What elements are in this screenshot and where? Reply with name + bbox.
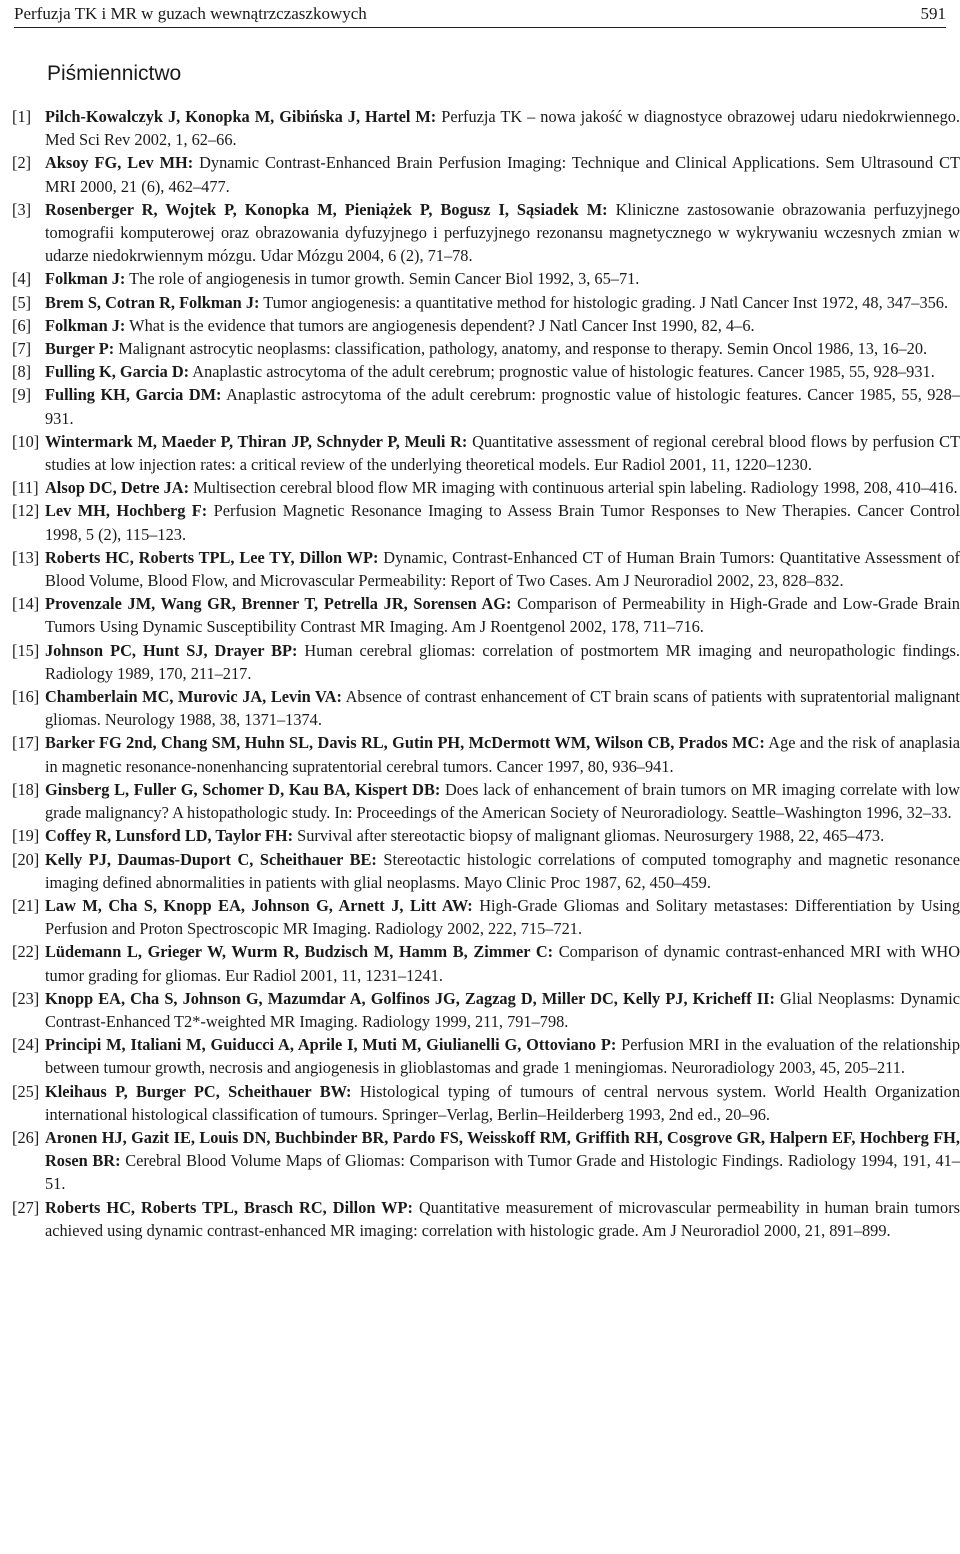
reference-item (12, 987, 960, 1033)
reference-authors: Wintermark M, Maeder P, Thiran JP, Schnyder P, Meuli R: (45, 431, 468, 451)
reference-authors: Pilch-Kowalczyk J, Konopka M, Gibińska J, Hartel M: (45, 107, 437, 126)
reference-text: Anaplastic astrocytoma of the adult cerebrum; prognostic value of histologic features. Cancer 1985, 55, 928–931. (189, 362, 935, 382)
reference-item (12, 105, 960, 151)
reference-item (12, 314, 960, 337)
reference-authors: Roberts HC, Roberts TPL, Lee TY, Dillon WP: (45, 547, 379, 567)
reference-number: [25] (12, 1081, 40, 1101)
reference-text: Malignant astrocytic neoplasms: classification, pathology, anatomy, and response to therapy. Semin Oncol 1986, 13, 16–20. (114, 339, 928, 359)
reference-text: Quantitative assessment of regional cerebral blood flows by perfusion CT studies at low injection rates: a critical review of the underlying theoretical models. Eur Radiol 2001, 11, 1220–1230. (45, 431, 960, 475)
reference-number: [14] (12, 594, 40, 614)
reference-authors: Ginsberg L, Fuller G, Schomer D, Kau BA, Kispert DB: (45, 779, 441, 799)
running-header (14, 0, 946, 28)
reference-item (12, 940, 960, 986)
reference-text: Comparison of Permeability in High-Grade and Low-Grade Brain Tumors Using Dynamic Susceptibility Contrast MR Imaging. Am J Roentgenol 2002, 178, 711–716. (45, 594, 960, 637)
reference-text: Absence of contrast enhancement of CT brain scans of patients with supratentorial malignant gliomas. Neurology 1988, 38, 1371–1374. (45, 687, 960, 730)
reference-number: [17] (12, 733, 40, 753)
reference-item (12, 1033, 960, 1079)
reference-text: Dynamic, Contrast-Enhanced CT of Human Brain Tumors: Quantitative Assessment of Blood Volume, Blood Flow, and Microvascular Permeability: Report of Two Cases. Am J Neuroradiol 2002, 23, 828–832. (45, 547, 960, 591)
reference-authors: Principi M, Italiani M, Guiducci A, Aprile I, Muti M, Giulianelli G, Ottoviano P: (45, 1035, 617, 1055)
reference-authors: Provenzale JM, Wang GR, Brenner T, Petrella JR, Sorensen AG: (45, 594, 512, 614)
reference-item (12, 198, 960, 268)
reference-item (12, 360, 960, 383)
reference-authors: Rosenberger R, Wojtek P, Konopka M, Pieniążek P, Bogusz I, Sąsiadek M: (45, 199, 608, 219)
reference-authors: Folkman J: (45, 315, 126, 335)
reference-item (12, 337, 960, 360)
reference-item (12, 267, 960, 290)
reference-text: Perfuzja TK – nowa jakość w diagnostyce obrazowej udaru niedokrwiennego. Med Sci Rev 2002, 1, 62–66. (45, 107, 960, 150)
reference-text: Anaplastic astrocytoma of the adult cerebrum: prognostic value of histologic features. Cancer 1985, 55, 928–931. (45, 385, 960, 428)
reference-item (12, 778, 960, 824)
reference-text: Kliniczne zastosowanie obrazowania perfuzyjnego tomografii komputerowej oraz obrazowania dyfuzyjnego i perfuzyjnego rezonansu magnetycznego w wykrywaniu wczesnych zmian w udarze niedokrwiennym mózgu. Udar Mózgu 2004, 6 (2), 71–78. (45, 199, 960, 266)
reference-number: [21] (12, 895, 40, 915)
reference-number: [11] (12, 478, 39, 498)
reference-text: Quantitative measurement of microvascular permeability in human brain tumors achieved using dynamic contrast-enhanced MR imaging: correlation with histologic grade. Am J Neuroradiol 2000, 21, 891–899. (45, 1197, 960, 1240)
reference-text: Stereotactic histologic correlations of computed tomography and magnetic resonance imaging defined abnormalities in patients with glial neoplasms. Mayo Clinic Proc 1987, 62, 450–459. (45, 849, 960, 892)
reference-authors: Kleihaus P, Burger PC, Scheithauer BW: (45, 1081, 352, 1101)
reference-item (12, 499, 960, 545)
reference-authors: Aksoy FG, Lev MH: (45, 153, 194, 173)
reference-authors: Coffey R, Lunsford LD, Taylor FH: (45, 826, 294, 846)
reference-number: [24] (12, 1035, 40, 1055)
reference-authors: Fulling K, Garcia D: (45, 362, 190, 382)
reference-authors: Chamberlain MC, Murovic JA, Levin VA: (45, 687, 342, 707)
reference-text: The role of angiogenesis in tumor growth. Semin Cancer Biol 1992, 3, 65–71. (125, 269, 640, 289)
reference-number: [19] (12, 826, 40, 846)
reference-item (12, 639, 960, 685)
reference-authors: Burger P: (45, 339, 115, 359)
reference-item (12, 1080, 960, 1126)
running-title: Perfuzja TK i MR w guzach wewnątrzczaszkowych (14, 4, 367, 23)
reference-number: [27] (12, 1197, 40, 1217)
reference-number: [13] (12, 547, 40, 567)
reference-authors: Knopp EA, Cha S, Johnson G, Mazumdar A, Golfinos JG, Zagzag D, Miller DC, Kelly PJ, Kricheff II: (45, 988, 775, 1008)
reference-number: [18] (12, 779, 40, 799)
reference-text: Dynamic Contrast-Enhanced Brain Perfusion Imaging: Technique and Clinical Applications. Sem Ultrasound CT MRI 2000, 21 (6), 462–477. (45, 153, 960, 196)
reference-item (12, 848, 960, 894)
reference-number: [20] (12, 849, 40, 869)
reference-authors: Johnson PC, Hunt SJ, Drayer BP: (45, 640, 298, 660)
reference-list (12, 105, 960, 1242)
reference-text: Perfusion MRI in the evaluation of the relationship between tumour growth, necrosis and angiogenesis in glioblastomas and grade 1 meningiomas. Neuroradiology 2003, 45, 205–211. (45, 1035, 960, 1078)
reference-number: [22] (12, 942, 40, 962)
reference-authors: Aronen HJ, Gazit IE, Louis DN, Buchbinder BR, Pardo FS, Weisskoff RM, Griffith RH, Cosgrove GR, Halpern EF, Hochberg FH, Rosen BR: (45, 1127, 960, 1171)
reference-authors: Barker FG 2nd, Chang SM, Huhn SL, Davis RL, Gutin PH, McDermott WM, Wilson CB, Prados MC: (45, 733, 765, 753)
reference-number: [10] (12, 431, 40, 451)
reference-number: [26] (12, 1127, 40, 1147)
reference-authors: Kelly PJ, Daumas-Duport C, Scheithauer BE: (45, 849, 377, 869)
page-number: 591 (920, 4, 946, 23)
reference-item (12, 824, 960, 847)
reference-text: Survival after stereotactic biopsy of malignant gliomas. Neurosurgery 1988, 22, 465–473. (293, 826, 885, 846)
reference-item (12, 894, 960, 940)
reference-item (12, 1126, 960, 1196)
reference-item (12, 383, 960, 429)
reference-number: [15] (12, 640, 40, 660)
reference-item (12, 731, 960, 777)
reference-item (12, 1196, 960, 1242)
reference-text: Cerebral Blood Volume Maps of Gliomas: Comparison with Tumor Grade and Histologic Findings. Radiology 1994, 191, 41–51. (45, 1151, 960, 1194)
reference-text: Human cerebral gliomas: correlation of postmortem MR imaging and neuropathologic findings. Radiology 1989, 170, 211–217. (45, 640, 960, 683)
reference-authors: Law M, Cha S, Knopp EA, Johnson G, Arnett J, Litt AW: (45, 895, 473, 915)
reference-text: Multisection cerebral blood flow MR imaging with continuous arterial spin labeling. Radiology 1998, 208, 410–416. (189, 478, 958, 498)
reference-item (12, 685, 960, 731)
reference-text: High-Grade Gliomas and Solitary metastases: Differentiation by Using Perfusion and Proton Spectroscopic MR Imaging. Radiology 2002, 222, 715–721. (45, 895, 960, 939)
reference-number: [7] (12, 339, 32, 359)
reference-item (12, 476, 960, 499)
reference-number: [2] (12, 153, 32, 173)
reference-authors: Lev MH, Hochberg F: (45, 501, 208, 521)
reference-item (12, 291, 960, 314)
reference-text: Perfusion Magnetic Resonance Imaging to Assess Brain Tumor Responses to New Therapies. Cancer Control 1998, 5 (2), 115–123. (45, 501, 960, 544)
reference-number: [12] (12, 501, 40, 521)
reference-text: Tumor angiogenesis: a quantitative method for histologic grading. J Natl Cancer Inst 1972, 48, 347–356. (259, 292, 949, 312)
reference-item (12, 546, 960, 592)
reference-number: [6] (12, 315, 32, 335)
reference-authors: Alsop DC, Detre JA: (45, 478, 190, 498)
reference-item (12, 592, 960, 638)
reference-text: Histological typing of tumours of central nervous system. World Health Organization international histological classification of tumours. Springer–Verlag, Berlin–Heilderberg 1993, 2nd ed., 20–96. (45, 1081, 960, 1124)
reference-number: [23] (12, 988, 40, 1008)
reference-number: [4] (12, 269, 32, 289)
reference-number: [3] (12, 199, 32, 219)
reference-number: [8] (12, 362, 32, 382)
header-rule (14, 27, 946, 28)
reference-item (12, 151, 960, 197)
reference-authors: Folkman J: (45, 269, 126, 289)
reference-authors: Lüdemann L, Grieger W, Wurm R, Budzisch M, Hamm B, Zimmer C: (45, 942, 554, 962)
reference-authors: Roberts HC, Roberts TPL, Brasch RC, Dillon WP: (45, 1197, 413, 1217)
reference-number: [9] (12, 385, 32, 405)
reference-text: What is the evidence that tumors are angiogenesis dependent? J Natl Cancer Inst 1990, 82, 4–6. (125, 315, 755, 335)
reference-text: Comparison of dynamic contrast-enhanced MRI with WHO tumor grading for gliomas. Eur Radiol 2001, 11, 1231–1241. (45, 942, 960, 985)
reference-authors: Fulling KH, Garcia DM: (45, 385, 222, 405)
reference-number: [5] (12, 292, 32, 312)
reference-authors: Brem S, Cotran R, Folkman J: (45, 292, 260, 312)
section-title: Piśmiennictwo (47, 62, 182, 85)
reference-text: Does lack of enhancement of brain tumors on MR imaging correlate with low grade malignancy? A histopathologic study. In: Proceedings of the American Society of Neuroradiology. Seattle–Washington 1996, 32–33. (45, 779, 960, 823)
reference-text: Glial Neoplasms: Dynamic Contrast-Enhanced T2*-weighted MR Imaging. Radiology 1999, 211, 791–798. (45, 988, 960, 1031)
reference-item (12, 430, 960, 476)
reference-text: Age and the risk of anaplasia in magnetic resonance-nonenhancing supratentorial cerebral tumors. Cancer 1997, 80, 936–941. (45, 733, 960, 776)
reference-number: [1] (12, 107, 32, 126)
reference-number: [16] (12, 687, 40, 707)
